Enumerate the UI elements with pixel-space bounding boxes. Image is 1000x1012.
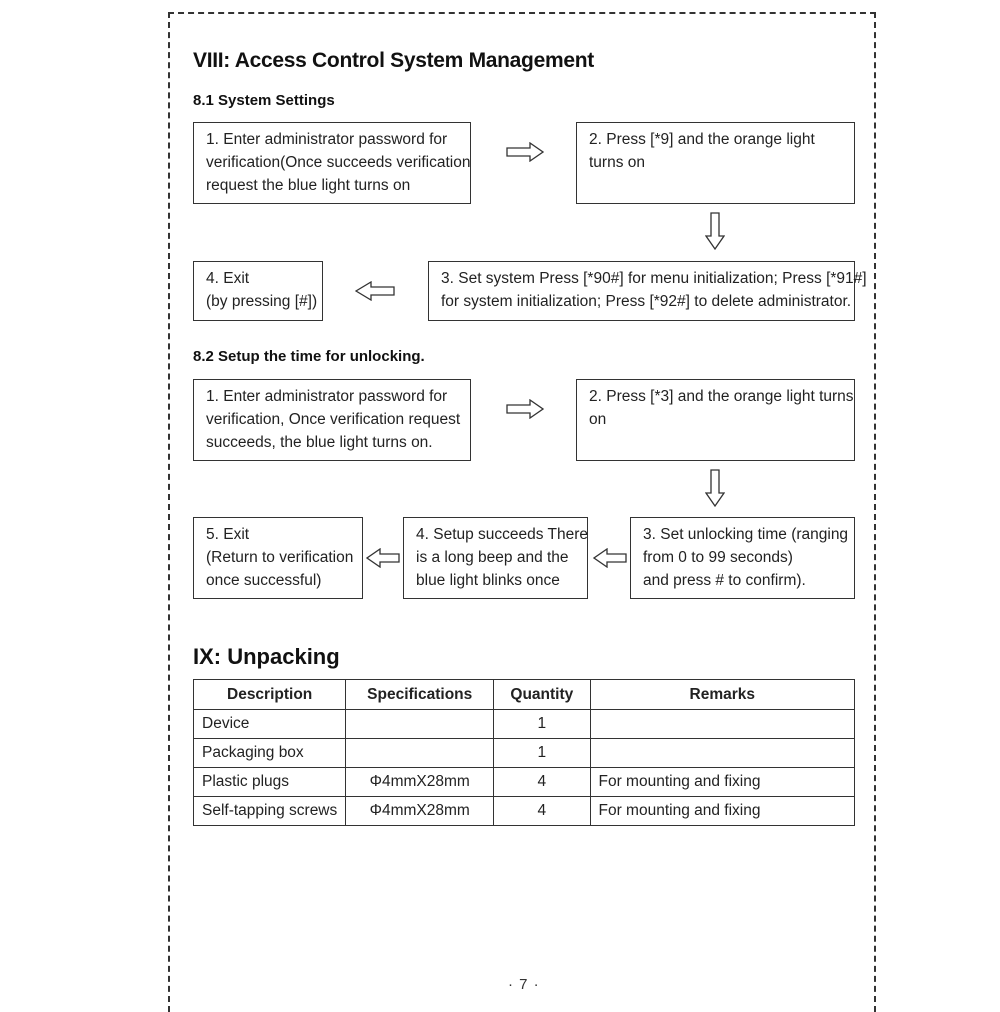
column-header: Quantity: [494, 680, 590, 710]
table-row: [194, 797, 855, 826]
step-text-line: 2. Press [*9] and the orange light: [589, 131, 815, 148]
step-text-line: 3. Set unlocking time (ranging: [643, 526, 849, 543]
column-header: Remarks: [590, 680, 855, 710]
flow-8-1-step-2: [576, 122, 855, 204]
table-cell: [590, 739, 855, 768]
step-text-line: request the blue light turns on: [206, 177, 411, 194]
table-cell: For mounting and fixing: [590, 797, 855, 826]
table-cell: Device: [194, 710, 346, 739]
arrow-left-icon: [355, 281, 395, 301]
flow-8-1-step-1: [193, 122, 471, 204]
step-text-line: verification(Once succeeds verification: [206, 154, 471, 171]
table-row: [194, 739, 855, 768]
arrow-down-icon: [705, 212, 725, 250]
step-text-line: (by pressing [#]): [206, 293, 318, 310]
arrow-left-icon: [593, 548, 627, 568]
step-text-line: verification, Once verification request: [206, 411, 461, 428]
flow-8-2-step-5: [193, 517, 363, 599]
arrow-down-icon: [705, 469, 725, 507]
step-text-line: 3. Set system Press [*90#] for menu initialization; Press [*91#]: [441, 270, 867, 287]
step-text-line: 4. Setup succeeds There: [416, 526, 589, 543]
step-text-line: is a long beep and the: [416, 549, 569, 566]
section-8-2-heading: 8.2 Setup the time for unlocking.: [193, 348, 425, 365]
page-number: · 7 ·: [508, 976, 540, 993]
flow-8-2-step-4: [403, 517, 588, 599]
column-header: Specifications: [346, 680, 494, 710]
table-cell: [346, 710, 494, 739]
arrow-right-icon: [506, 142, 544, 162]
table-cell: Φ4mmX28mm: [346, 797, 494, 826]
flow-8-2-step-3: [630, 517, 855, 599]
step-text-line: turns on: [589, 154, 646, 171]
flow-8-2-step-1: [193, 379, 471, 461]
table-cell: Φ4mmX28mm: [346, 768, 494, 797]
flow-8-2-step-2: [576, 379, 855, 461]
table-cell: 1: [494, 739, 590, 768]
step-text-line: 4. Exit: [206, 270, 250, 287]
step-text-line: (Return to verification: [206, 549, 354, 566]
table-cell: Plastic plugs: [194, 768, 346, 797]
step-text-line: 1. Enter administrator password for: [206, 388, 448, 405]
step-text-line: 5. Exit: [206, 526, 250, 543]
table-cell: 4: [494, 768, 590, 797]
step-text-line: 1. Enter administrator password for: [206, 131, 448, 148]
arrow-right-icon: [506, 399, 544, 419]
step-text-line: once successful): [206, 572, 322, 589]
table-cell: [590, 710, 855, 739]
arrow-left-icon: [366, 548, 400, 568]
table-header-row: [194, 680, 855, 710]
table-cell: Packaging box: [194, 739, 346, 768]
column-header: Description: [194, 680, 346, 710]
step-text-line: for system initialization; Press [*92#] to delete administrator.: [441, 293, 852, 310]
step-text-line: on: [589, 411, 607, 428]
table-row: [194, 768, 855, 797]
table-cell: 1: [494, 710, 590, 739]
step-text-line: from 0 to 99 seconds): [643, 549, 793, 566]
table-cell: Self-tapping screws: [194, 797, 346, 826]
section-8-title: VIII: Access Control System Management: [193, 49, 594, 72]
table-row: [194, 710, 855, 739]
step-text-line: and press # to confirm).: [643, 572, 806, 589]
flow-8-1-step-3: [428, 261, 867, 321]
table-cell: For mounting and fixing: [590, 768, 855, 797]
section-8-1-heading: 8.1 System Settings: [193, 92, 335, 109]
step-text-line: blue light blinks once: [416, 572, 560, 589]
table-cell: [346, 739, 494, 768]
table-cell: 4: [494, 797, 590, 826]
flow-8-1-step-4: [193, 261, 323, 321]
step-text-line: 2. Press [*3] and the orange light turns: [589, 388, 854, 405]
unpacking-table: [193, 679, 855, 826]
step-text-line: succeeds, the blue light turns on.: [206, 434, 433, 451]
section-9-title: IX: Unpacking: [193, 644, 340, 669]
